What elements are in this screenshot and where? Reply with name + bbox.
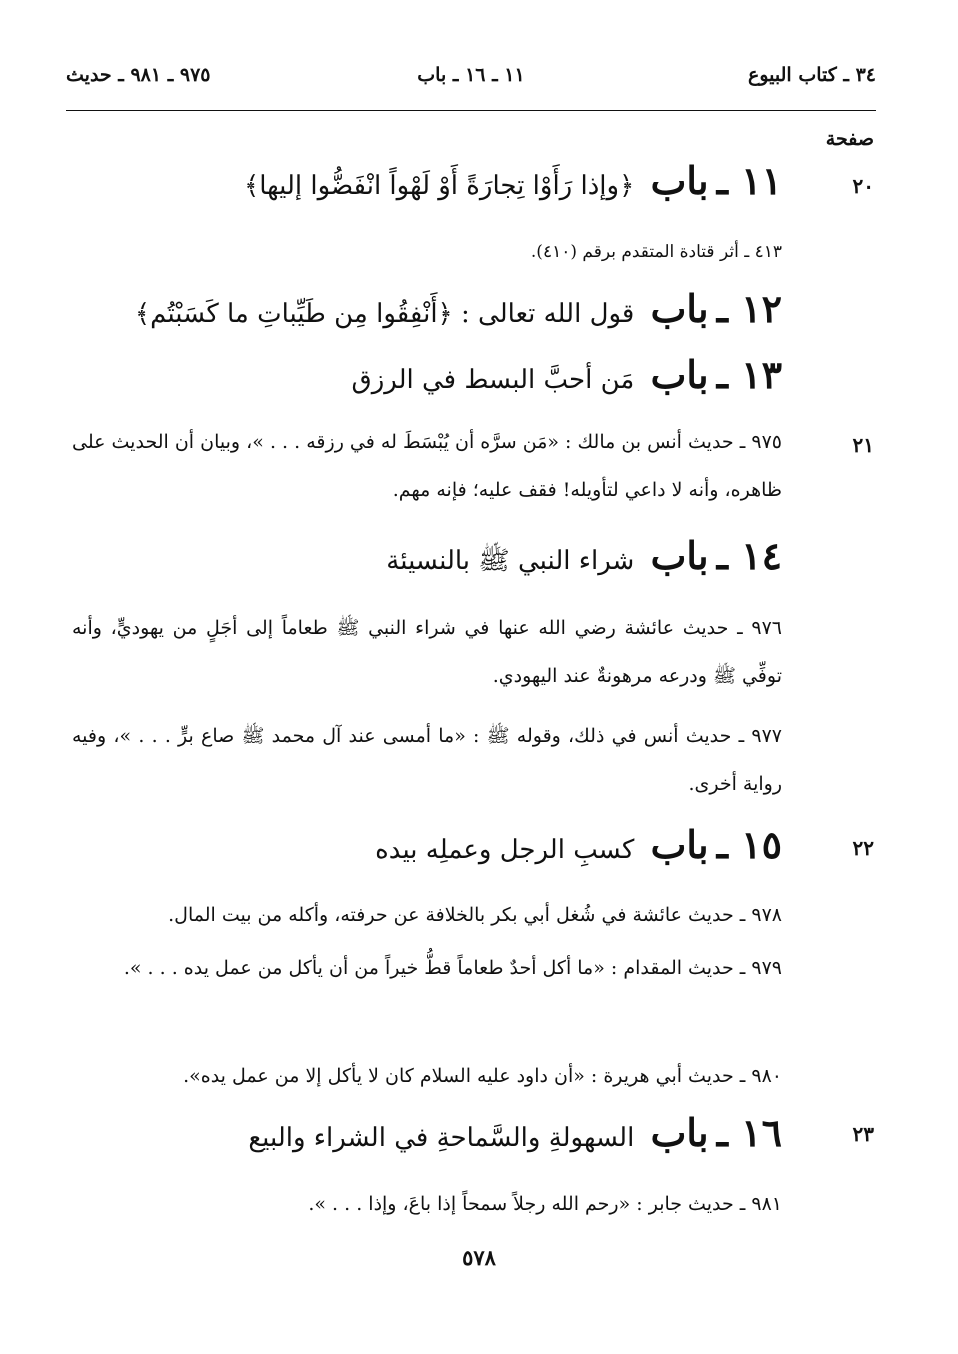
header-hadith-range: ٩٧٥ ـ ٩٨١ ـ حديث [66, 64, 211, 86]
header-rule [66, 110, 876, 111]
chapter-number: ١٣ ـ [716, 352, 782, 397]
entry-978: ٩٧٨ ـ حديث عائشة في شُغل أبي بكر بالخلافة عن حرفته، وأكله من بيت المال. [168, 904, 782, 926]
chapter-heading [72, 822, 782, 867]
chapter-title: كسبِ الرجل وعملِه بيده [375, 835, 635, 865]
entry-979: ٩٧٩ ـ حديث المقدام : «ما أكل أحدٌ طعاماً قطُّ خيراً من أن يأكل من عمل يده . . . ». [123, 957, 782, 979]
entry-976: ٩٧٦ ـ حديث عائشة رضي الله عنها في شراء النبي ﷺ طعاماً إلى أجَلٍ من يهوديٍّ، وأنه توفِّي ﷺ ودرعه مرهونةٌ عند اليهودي. [72, 617, 782, 687]
chapter-heading [72, 286, 782, 331]
entry-975: ٩٧٥ ـ حديث أنس بن مالك : «مَن سرَّه أن يُبْسَطَ له في رزقه . . . »، وبيان أن الحديث على ظاهره، وأنه لا داعي لتأويله! فقف عليه؛ فإنه مهم. [72, 431, 782, 501]
page-ref: ٢٣ [852, 1122, 874, 1146]
page-ref: ٢٢ [852, 836, 874, 860]
chapter-number: ١٢ ـ [716, 286, 782, 331]
chapter-heading [72, 1110, 782, 1155]
chapter-bab: باب [650, 533, 709, 578]
header-chapter-range: ١١ ـ ١٦ ـ باب [417, 64, 525, 86]
page-column-label: صفحة [825, 128, 874, 150]
chapter-title: شراء النبي ﷺ بالنسيئة [386, 546, 635, 576]
chapter-number: ١٥ ـ [716, 822, 782, 867]
chapter-bab: باب [650, 158, 709, 203]
entry-980: ٩٨٠ ـ حديث أبي هريرة : «أن داود عليه السلام كان لا يأكل إلا من عمل يده». [183, 1065, 782, 1087]
entry-977: ٩٧٧ ـ حديث أنس في ذلك، وقوله ﷺ : «ما أمسى عند آل محمد ﷺ صاع برٍّ . . . »، وفيه رواية أخرى. [72, 725, 782, 795]
chapter-bab: باب [650, 822, 709, 867]
chapter-number: ١٤ ـ [716, 533, 782, 578]
page-ref: ٢٠ [852, 174, 874, 198]
page-ref: ٢١ [852, 433, 874, 457]
chapter-heading [72, 158, 782, 203]
chapter-number: ١١ ـ [716, 158, 782, 203]
entry-413: ٤١٣ ـ أثر قتادة المتقدم برقم (٤١٠). [530, 242, 782, 262]
chapter-bab: باب [650, 352, 709, 397]
running-header [66, 58, 876, 98]
entry-981: ٩٨١ ـ حديث جابر : «رحم الله رجلاً سمحاً إذا باعَ، وإذا . . . ». [308, 1193, 782, 1215]
page-number: ٥٧٨ [462, 1245, 496, 1270]
chapter-title: السهولةِ والسَّماحةِ في الشراء والبيع [248, 1123, 635, 1153]
chapter-title: قول الله تعالى : ﴿أَنْفِقُوا مِن طَيِّباتِ ما كَسَبْتُم﴾ [134, 299, 635, 329]
chapter-heading [72, 533, 782, 582]
chapter-title: مَن أحبَّ البسط في الرزق [351, 365, 635, 395]
chapter-number: ١٦ ـ [716, 1110, 782, 1155]
chapter-title: ﴿وإذا رَأَوْا تِجارَةً أَوْ لَهْواً انْفَضُّوا إليها﴾ [243, 171, 635, 201]
chapter-heading [72, 352, 782, 397]
chapter-bab: باب [650, 1110, 709, 1155]
header-book-title: ٣٤ ـ كتاب البيوع [748, 64, 876, 86]
chapter-bab: باب [650, 286, 709, 331]
